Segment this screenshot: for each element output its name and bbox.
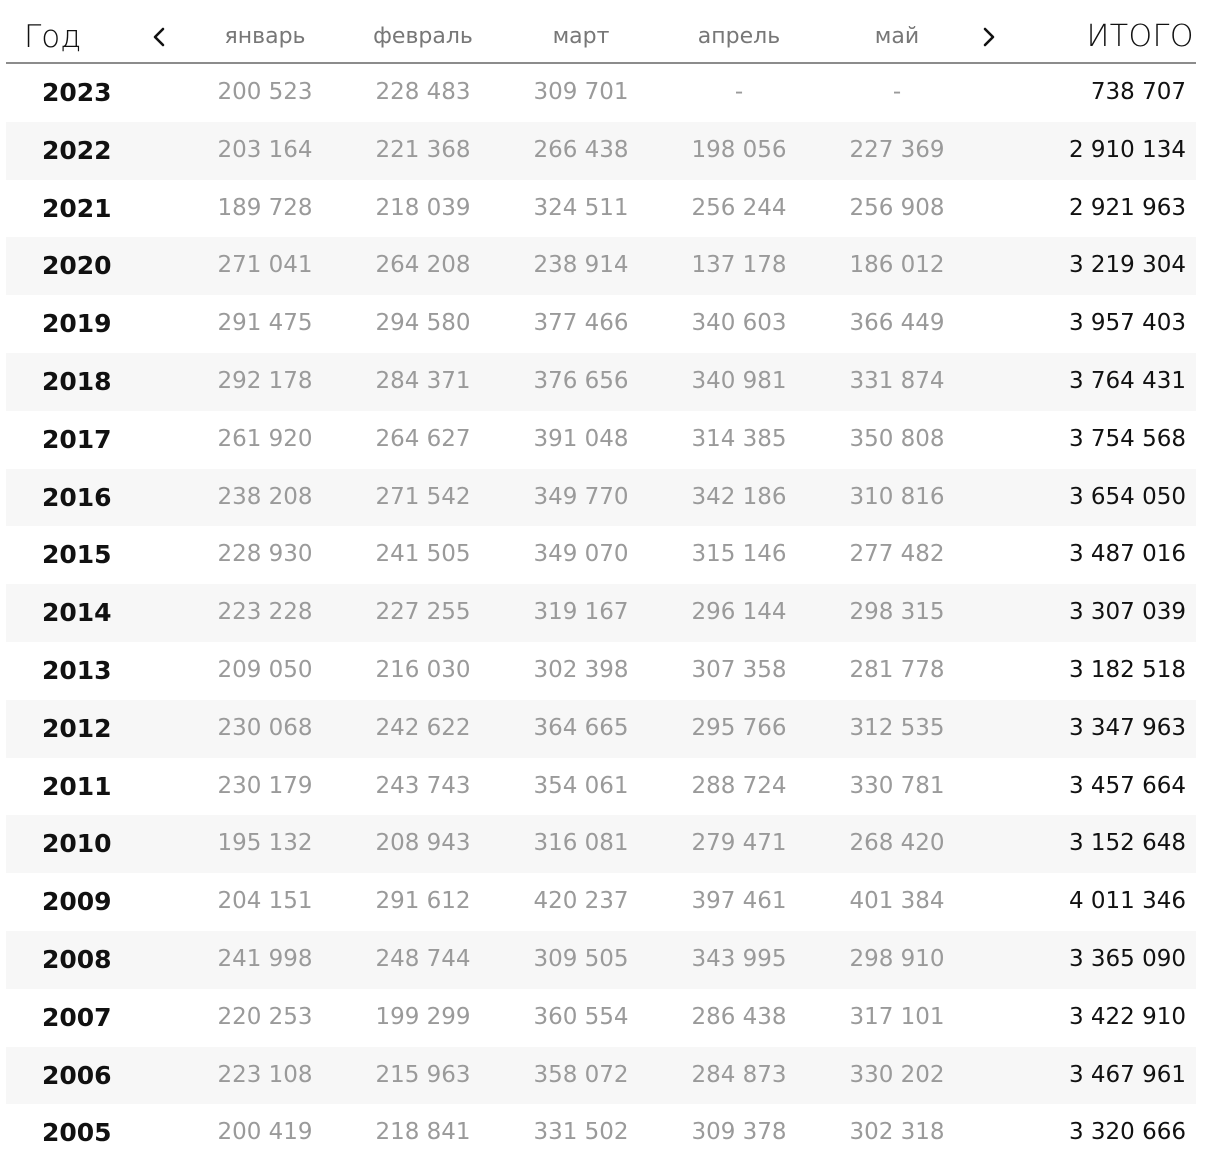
month-value-cell: 315 146	[691, 541, 787, 568]
month-value-cell: 343 995	[691, 945, 787, 972]
month-value-cell: 203 164	[217, 136, 313, 163]
month-value-cell: 310 816	[849, 483, 945, 510]
month-value-cell: 302 318	[849, 1119, 945, 1146]
year-cell: 2020	[42, 251, 112, 281]
month-value-cell: 223 228	[217, 599, 313, 626]
total-cell: 3 347 963	[1068, 714, 1186, 741]
total-cell: 3 365 090	[1068, 945, 1186, 972]
year-cell: 2023	[42, 78, 112, 107]
total-cell: 738 707	[1090, 79, 1186, 105]
month-value-cell: 420 237	[533, 888, 629, 915]
table-row	[6, 295, 1196, 353]
month-value-cell: 189 728	[217, 194, 313, 221]
prev-months-button[interactable]	[148, 26, 170, 48]
month-value-cell: -	[734, 79, 744, 105]
month-value-cell: 391 048	[533, 425, 629, 452]
month-value-cell: 309 505	[533, 945, 629, 972]
month-value-cell: 307 358	[691, 656, 787, 683]
month-value-cell: 286 438	[691, 1003, 787, 1030]
month-value-cell: 261 920	[217, 425, 313, 452]
year-cell: 2005	[42, 1118, 112, 1148]
month-value-cell: 266 438	[533, 136, 629, 163]
year-cell: 2017	[42, 424, 112, 454]
month-value-cell: 281 778	[849, 656, 945, 683]
month-value-cell: 186 012	[849, 252, 945, 279]
total-cell: 3 487 016	[1068, 541, 1186, 568]
month-header-jan: январь	[224, 24, 306, 49]
total-cell: 2 910 134	[1068, 136, 1186, 163]
month-value-cell: 220 253	[217, 1003, 313, 1030]
month-value-cell: 302 398	[533, 656, 629, 683]
total-cell: 3 957 403	[1068, 310, 1186, 337]
total-cell: 3 182 518	[1068, 656, 1186, 683]
year-cell: 2011	[42, 771, 112, 801]
month-value-cell: 218 039	[375, 194, 471, 221]
month-value-cell: 256 244	[691, 194, 787, 221]
table-row	[6, 237, 1196, 295]
month-value-cell: 215 963	[375, 1061, 471, 1088]
month-value-cell: 309 378	[691, 1119, 787, 1146]
month-value-cell: 296 144	[691, 599, 787, 626]
month-value-cell: 271 041	[217, 252, 313, 279]
table-row	[6, 584, 1196, 642]
month-value-cell: 330 781	[849, 772, 945, 799]
month-value-cell: 242 622	[375, 714, 471, 741]
month-value-cell: 198 056	[691, 136, 787, 163]
year-cell: 2014	[42, 598, 112, 628]
year-cell: 2019	[42, 309, 112, 339]
chevron-left-icon	[148, 26, 170, 48]
chevron-right-icon	[978, 26, 1000, 48]
month-value-cell: 284 371	[375, 367, 471, 394]
total-cell: 3 754 568	[1068, 425, 1186, 452]
month-value-cell: 316 081	[533, 830, 629, 857]
year-cell: 2022	[42, 135, 112, 165]
month-value-cell: 342 186	[691, 483, 787, 510]
month-value-cell: 228 483	[375, 79, 471, 105]
month-value-cell: -	[892, 79, 902, 105]
month-value-cell: 218 841	[375, 1119, 471, 1146]
month-value-cell: 340 603	[691, 310, 787, 337]
month-value-cell: 350 808	[849, 425, 945, 452]
month-value-cell: 288 724	[691, 772, 787, 799]
total-cell: 3 320 666	[1068, 1119, 1186, 1146]
table-row	[6, 122, 1196, 180]
month-value-cell: 199 299	[375, 1003, 471, 1030]
table-row	[6, 353, 1196, 411]
month-value-cell: 298 315	[849, 599, 945, 626]
year-cell: 2010	[42, 829, 112, 859]
month-value-cell: 200 523	[217, 79, 313, 105]
table-row	[6, 989, 1196, 1047]
table-row	[6, 469, 1196, 527]
month-value-cell: 330 202	[849, 1061, 945, 1088]
table-row	[6, 1104, 1196, 1162]
month-value-cell: 271 542	[375, 483, 471, 510]
month-value-cell: 195 132	[217, 830, 313, 857]
total-cell: 3 219 304	[1068, 252, 1186, 279]
month-value-cell: 230 179	[217, 772, 313, 799]
month-value-cell: 397 461	[691, 888, 787, 915]
month-value-cell: 317 101	[849, 1003, 945, 1030]
month-value-cell: 248 744	[375, 945, 471, 972]
table-row	[6, 411, 1196, 469]
total-cell: 4 011 346	[1068, 888, 1186, 915]
total-cell: 3 467 961	[1068, 1061, 1186, 1088]
year-cell: 2018	[42, 366, 112, 396]
year-cell: 2009	[42, 887, 112, 917]
month-value-cell: 268 420	[849, 830, 945, 857]
year-cell: 2021	[42, 193, 112, 223]
month-value-cell: 279 471	[691, 830, 787, 857]
month-value-cell: 277 482	[849, 541, 945, 568]
total-cell: 3 457 664	[1068, 772, 1186, 799]
table-row	[6, 180, 1196, 238]
year-column-header: Год	[24, 19, 82, 55]
table-row	[6, 526, 1196, 584]
month-value-cell: 228 930	[217, 541, 313, 568]
table-row	[6, 1047, 1196, 1105]
data-table	[6, 12, 1196, 1162]
month-value-cell: 376 656	[533, 367, 629, 394]
year-cell: 2015	[42, 540, 112, 570]
table-row	[6, 931, 1196, 989]
total-cell: 3 764 431	[1068, 367, 1186, 394]
month-value-cell: 364 665	[533, 714, 629, 741]
month-value-cell: 331 874	[849, 367, 945, 394]
month-header-apr: апрель	[697, 24, 781, 49]
table-body	[6, 64, 1196, 1162]
total-cell: 3 152 648	[1068, 830, 1186, 857]
month-value-cell: 349 770	[533, 483, 629, 510]
month-value-cell: 291 612	[375, 888, 471, 915]
month-value-cell: 366 449	[849, 310, 945, 337]
month-value-cell: 204 151	[217, 888, 313, 915]
total-cell: 2 921 963	[1068, 194, 1186, 221]
month-value-cell: 223 108	[217, 1061, 313, 1088]
month-value-cell: 401 384	[849, 888, 945, 915]
month-value-cell: 264 627	[375, 425, 471, 452]
month-header-mar: март	[552, 24, 610, 49]
total-cell: 3 422 910	[1068, 1003, 1186, 1030]
year-cell: 2012	[42, 713, 112, 743]
month-value-cell: 360 554	[533, 1003, 629, 1030]
month-value-cell: 264 208	[375, 252, 471, 279]
year-cell: 2013	[42, 655, 112, 685]
month-value-cell: 331 502	[533, 1119, 629, 1146]
month-value-cell: 291 475	[217, 310, 313, 337]
month-value-cell: 377 466	[533, 310, 629, 337]
total-cell: 3 654 050	[1068, 483, 1186, 510]
next-months-button[interactable]	[978, 26, 1000, 48]
month-value-cell: 209 050	[217, 656, 313, 683]
month-value-cell: 284 873	[691, 1061, 787, 1088]
month-value-cell: 243 743	[375, 772, 471, 799]
month-value-cell: 238 914	[533, 252, 629, 279]
month-value-cell: 354 061	[533, 772, 629, 799]
table-row	[6, 815, 1196, 873]
month-value-cell: 349 070	[533, 541, 629, 568]
month-value-cell: 312 535	[849, 714, 945, 741]
month-value-cell: 230 068	[217, 714, 313, 741]
month-value-cell: 241 505	[375, 541, 471, 568]
month-value-cell: 314 385	[691, 425, 787, 452]
month-value-cell: 227 369	[849, 136, 945, 163]
month-value-cell: 227 255	[375, 599, 471, 626]
table-row	[6, 642, 1196, 700]
year-cell: 2006	[42, 1060, 112, 1090]
table-row	[6, 758, 1196, 816]
table-header	[6, 12, 1196, 64]
month-value-cell: 358 072	[533, 1061, 629, 1088]
month-header-may: май	[874, 24, 920, 49]
month-value-cell: 340 981	[691, 367, 787, 394]
month-value-cell: 292 178	[217, 367, 313, 394]
month-value-cell: 298 910	[849, 945, 945, 972]
year-cell: 2007	[42, 1002, 112, 1032]
month-value-cell: 238 208	[217, 483, 313, 510]
month-value-cell: 216 030	[375, 656, 471, 683]
month-value-cell: 241 998	[217, 945, 313, 972]
year-cell: 2016	[42, 482, 112, 512]
month-value-cell: 221 368	[375, 136, 471, 163]
month-value-cell: 256 908	[849, 194, 945, 221]
total-column-header: ИТОГО	[1086, 19, 1194, 54]
month-value-cell: 208 943	[375, 830, 471, 857]
total-cell: 3 307 039	[1068, 599, 1186, 626]
table-row	[6, 64, 1196, 122]
table-row	[6, 700, 1196, 758]
month-value-cell: 200 419	[217, 1119, 313, 1146]
table-row	[6, 873, 1196, 931]
month-value-cell: 324 511	[533, 194, 629, 221]
month-value-cell: 309 701	[533, 79, 629, 105]
month-value-cell: 137 178	[691, 252, 787, 279]
year-cell: 2008	[42, 944, 112, 974]
month-value-cell: 295 766	[691, 714, 787, 741]
month-header-feb: февраль	[373, 24, 473, 49]
month-value-cell: 319 167	[533, 599, 629, 626]
month-value-cell: 294 580	[375, 310, 471, 337]
